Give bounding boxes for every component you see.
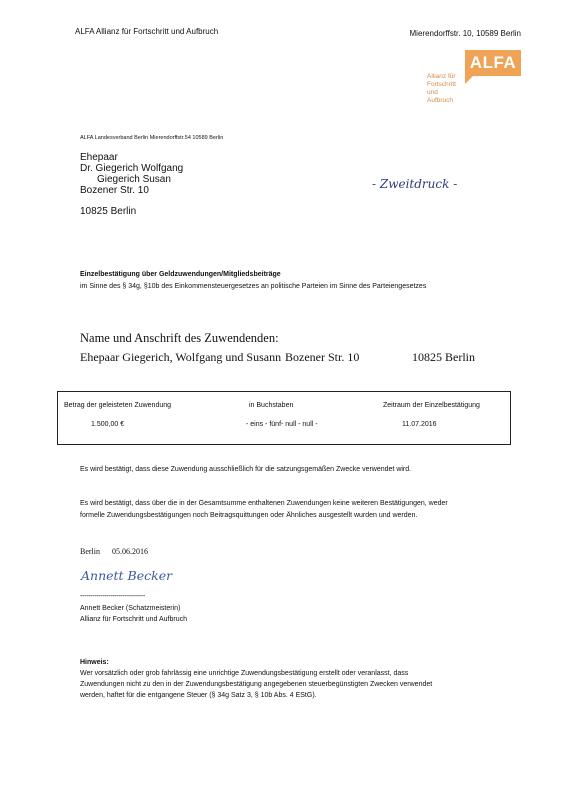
recipient-line-3: Giegerich Susan (97, 174, 171, 185)
logo-sub-line-2: Fortschritt (427, 81, 456, 88)
recipient-line-5: 10825 Berlin (80, 206, 137, 217)
donor-name: Ehepaar Giegerich, Wolfgang und Susann (80, 350, 282, 364)
amount-value: 1.500,00 € (91, 421, 125, 428)
logo-sub-line-1: Allianz für (427, 73, 456, 80)
confirmation-statement-2-line-2: formelle Zuwendungsbestätigungen noch Beitragsquittungen oder Ähnliches ausgestellt wurden und werden. (80, 512, 418, 519)
header-address: Mierendorffstr. 10, 10589 Berlin (409, 29, 521, 38)
confirmation-statement-2-line-1: Es wird bestätigt, dass über die in der Gesamtsumme enthaltenen Zuwendungen keine weiteren Bestätigungen, weder (80, 500, 448, 507)
document-subtitle: im Sinne des § 34g, §10b des Einkommensteuergesetzes an politische Parteien im Sinne des Parteiengesetzes (80, 283, 427, 290)
signature-dashes: -------------------------------- (80, 593, 145, 600)
logo-sub-line-3: und Aufbruch (427, 89, 454, 104)
header-org-name: ALFA Allianz für Fortschritt und Aufbruch (75, 27, 219, 36)
donor-street: Bozener Str. 10 (285, 350, 360, 364)
hinweis-line-2: Zuwendungen nicht zu den in der Zuwendungsbestätigung angegebenen steuerbegünstigten Zwecken verwendet (80, 681, 433, 688)
recipient-line-4: Bozener Str. 10 (80, 185, 149, 196)
hinweis-line-3: werden, haftet für die entgangene Steuer (§ 34g Satz 3, § 10b Abs. 4 EStG). (80, 692, 317, 699)
date: 05.06.2016 (112, 547, 148, 556)
signatory-organization: Allianz für Fortschritt und Aufbruch (80, 616, 187, 623)
signature-script: Annett Becker (81, 568, 173, 583)
confirmation-statement-1: Es wird bestätigt, dass diese Zuwendung ausschließlich für die satzungsgemäßen Zwecke verwendet wird. (80, 466, 412, 473)
donation-box (57, 391, 511, 445)
sender-line: ALFA Landesverband Berlin Mierendorffstr.54 10589 Berlin (80, 135, 224, 141)
zweitdruck-annotation: - Zweitdruck - (372, 177, 458, 191)
hinweis-heading: Hinweis: (80, 659, 109, 666)
donor-heading: Name und Anschrift des Zuwendenden: (80, 331, 279, 345)
words-value: - eins - fünf- null - null - (246, 421, 318, 428)
words-label: in Buchstaben (249, 402, 294, 409)
period-label: Zeitraum der Einzelbestätigung (383, 402, 480, 409)
signatory-name: Annett Becker (Schatzmeisterin) (80, 605, 181, 612)
logo-speech-tail-icon (465, 76, 473, 84)
donor-city: 10825 Berlin (412, 350, 475, 364)
recipient-line-2: Dr. Giegerich Wolfgang (80, 163, 184, 174)
logo-text: ALFA (469, 53, 517, 72)
amount-label: Betrag der geleisteten Zuwendung (64, 402, 172, 409)
period-value: 11.07.2016 (402, 421, 437, 428)
hinweis-line-1: Wer vorsätzlich oder grob fahrlässig eine unrichtige Zuwendungsbestätigung erstellt oder veranlasst, dass (80, 670, 409, 677)
place: Berlin (80, 547, 100, 556)
logo-subtitle (427, 73, 457, 105)
document-title: Einzelbestätigung über Geldzuwendungen/Mitgliedsbeiträge (80, 271, 281, 278)
logo-box (465, 50, 521, 76)
recipient-line-1: Ehepaar (80, 152, 118, 163)
